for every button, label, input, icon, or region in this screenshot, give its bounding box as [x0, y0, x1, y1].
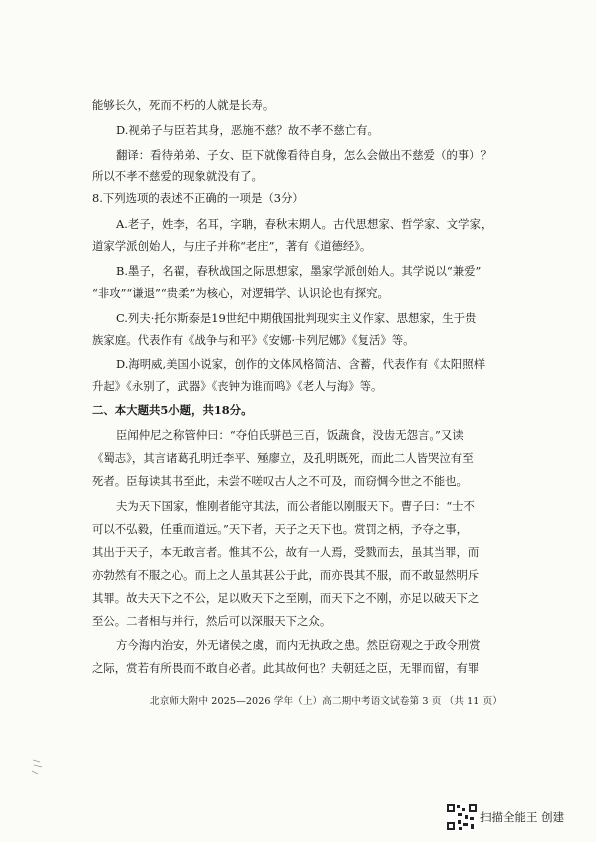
option-d-line: D.海明威,美国小说家，创作的文体风格简洁、含蓄，代表作有《太阳照样: [116, 357, 486, 371]
option-c-line: C.列夫·托尔斯泰是19世纪中期俄国批判现实主义作家、思想家，生于贵: [116, 311, 477, 325]
translation-line: 所以不孝不慈爱的现象就没有了。: [92, 169, 263, 183]
scan-speck-mark: [30, 756, 44, 780]
translation-line: 翻译：看待弟弟、子女、臣下就像看待自身，怎么会做出不慈爱（的事）？: [116, 148, 492, 162]
section-heading: 二、本大题共5小题，共18分。: [92, 403, 253, 417]
passage-line: 之际，赏若有所畏而不敢自必者。此其故何也？夫朝廷之臣，无罪而留，有罪: [92, 661, 480, 675]
scanner-watermark: 扫描全能王 创建: [480, 810, 565, 824]
passage-line: 亦勃然有不服之心。而上之人虽其甚公于此，而亦畏其不服，而不敢显然明斥: [92, 568, 480, 582]
passage-line: 臣闻仲尼之称管仲曰：“夺伯氏骈邑三百，饭蔬食，没齿无怨言。”又读: [116, 428, 464, 442]
passage-line: 其出于天子，本无敢言者。惟其不公，故有一人焉，受戮而去，虽其当罪，而: [92, 545, 480, 559]
passage-line: 至公。二者相与并行，然后可以深服天下之众。: [92, 614, 332, 628]
passage-line: 《蜀志》，其言诸葛孔明迁李平、殛廖立，及孔明既死，而此二人皆哭泣有至: [92, 451, 474, 465]
option-b-line: B.墨子，名翟，春秋战国之际思想家，墨家学派创始人。其学说以“兼爱”: [116, 264, 482, 278]
passage-line: 死者。臣每读其书至此，未尝不嗟叹古人之不可及，而窃惆今世之不能也。: [92, 474, 468, 488]
option-a-line: 道家学派创始人，与庄子并称“老庄”，著有《道德经》。: [92, 239, 372, 253]
option-c-line: 族家庭。代表作有《战争与和平》《安娜·卡列尼娜》《复活》等。: [92, 333, 415, 347]
option-b-line: “非攻”“谦退”“贵柔”为核心，对逻辑学、认识论也有探究。: [92, 286, 389, 300]
qr-code-icon: [446, 803, 478, 831]
page-footer: 北京师大附中 2025—2026 学年（上）高二期中考语文试卷第 3 页 （共 11 页）: [150, 696, 503, 707]
passage-line: 可以不弘毅，任重而道远。”天下者，天子之天下也。赏罚之柄，予夺之事，: [92, 522, 469, 536]
passage-line: 夫为天下国家，惟刚者能守其法，而公者能以刚服天下。曹子曰：“士不: [116, 499, 475, 513]
option-a-line: A.老子，姓李，名耳，字聃，春秋末期人。古代思想家、哲学家、文学家，: [116, 217, 493, 231]
question-8-stem: 8.下列选项的表述不正确的一项是（3分）: [92, 191, 304, 205]
option-d-line: 升起》《永别了，武器》《丧钟为谁而鸣》《老人与海》等。: [92, 379, 383, 393]
text-line: 能够长久，死而不朽的人就是长寿。: [92, 98, 275, 112]
passage-line: 方今海内治安，外无诸侯之虞，而内无执政之患。然臣窃观之于政令刑赏: [116, 638, 481, 652]
option-d-line: D.视弟子与臣若其身，恶施不慈？故不孝不慈亡有。: [116, 123, 379, 137]
passage-line: 其罪。故夫天下之不公，足以败天下之至刚，而天下之不刚，亦足以破天下之: [92, 591, 480, 605]
